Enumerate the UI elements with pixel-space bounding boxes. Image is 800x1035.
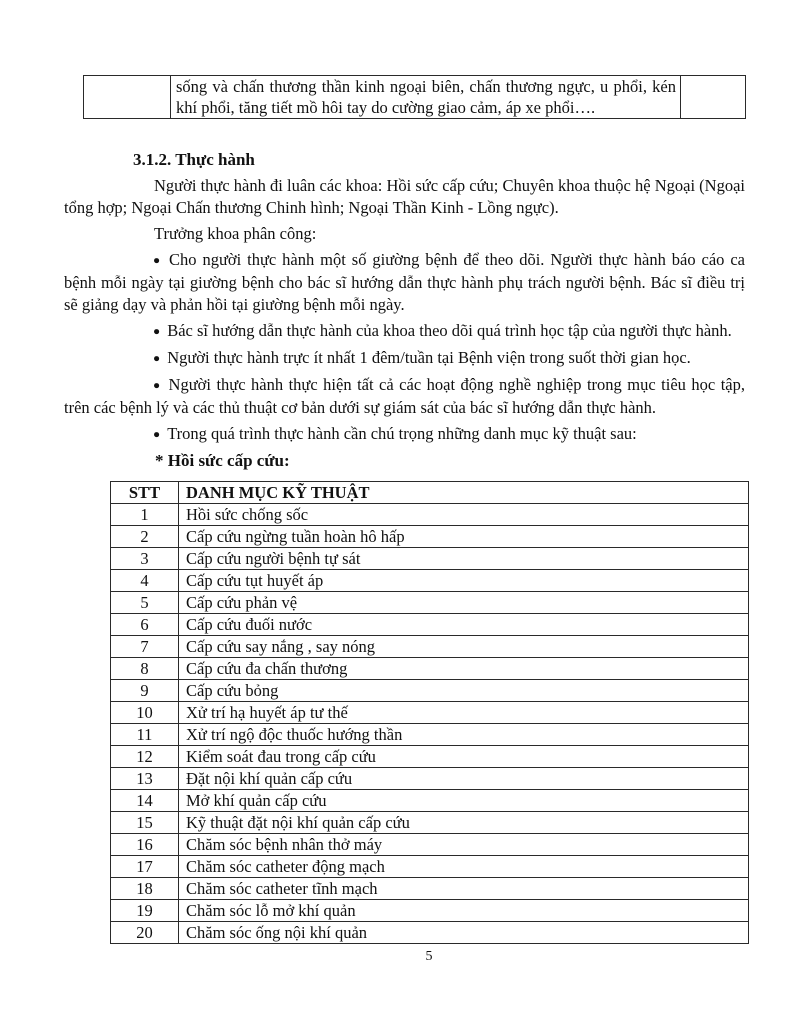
table-row xyxy=(111,526,749,548)
cell-stt: 2 xyxy=(111,526,179,548)
bullet-paragraph xyxy=(64,347,745,370)
table-row xyxy=(111,504,749,526)
cell-name: Cấp cứu ngừng tuần hoàn hô hấp xyxy=(179,526,749,548)
paragraph-assignment: Trưởng khoa phân công: xyxy=(154,224,317,243)
table-row xyxy=(111,680,749,702)
cell-name: Xử trí hạ huyết áp tư thế xyxy=(179,702,749,724)
cell-name: Cấp cứu say nắng , say nóng xyxy=(179,636,749,658)
table-header-row xyxy=(111,482,749,504)
cell-name: Chăm sóc catheter tĩnh mạch xyxy=(179,878,749,900)
table-row xyxy=(111,614,749,636)
cell-stt: 7 xyxy=(111,636,179,658)
table-row xyxy=(84,76,746,119)
cell-name: Xử trí ngộ độc thuốc hướng thần xyxy=(179,724,749,746)
table-row xyxy=(111,724,749,746)
cell-name: Cấp cứu tụt huyết áp xyxy=(179,570,749,592)
cell-stt: 14 xyxy=(111,790,179,812)
cell-stt: 12 xyxy=(111,746,179,768)
cell-stt: 17 xyxy=(111,856,179,878)
top-table-content-cell: sống và chấn thương thần kinh ngoại biên, chấn thương ngực, u phổi, kén khí phổi, tăng tiết mồ hôi tay do cường giao cảm, áp xe phổi…. xyxy=(171,76,681,119)
cell-name: Mở khí quản cấp cứu xyxy=(179,790,749,812)
page-number: 5 xyxy=(425,949,433,964)
bullet-text: Người thực hành thực hiện tất cả các hoạt động nghề nghiệp trong mục tiêu học tập, trên các bệnh lý và các thủ thuật cơ bản dưới sự giám sát của bác sĩ hướng dẫn thực hành. xyxy=(64,375,745,417)
bullet-paragraph xyxy=(64,249,745,316)
cell-name: Kiểm soát đau trong cấp cứu xyxy=(179,746,749,768)
cell-stt: 9 xyxy=(111,680,179,702)
cell-stt: 19 xyxy=(111,900,179,922)
cell-stt: 8 xyxy=(111,658,179,680)
cell-stt: 15 xyxy=(111,812,179,834)
bullet-text: Cho người thực hành một số giường bệnh để theo dõi. Người thực hành báo cáo ca bệnh mỗi ngày tại giường bệnh cho bác sĩ hướng dẫn thực hành phụ trách người bệnh. Bác sĩ điều trị sẽ giảng dạy và phản hồi tại giường bệnh mỗi ngày. xyxy=(64,250,745,314)
table-row xyxy=(111,702,749,724)
table-row xyxy=(111,768,749,790)
cell-name: Chăm sóc ống nội khí quản xyxy=(179,922,749,944)
cell-stt: 10 xyxy=(111,702,179,724)
cell-stt: 11 xyxy=(111,724,179,746)
section-heading: 3.1.2. Thực hành xyxy=(133,150,255,169)
cell-name: Hồi sức chống sốc xyxy=(179,504,749,526)
cell-stt: 5 xyxy=(111,592,179,614)
top-table-empty-right-cell xyxy=(681,76,746,119)
table-row xyxy=(111,812,749,834)
bullet-text: Trong quá trình thực hành cần chú trọng những danh mục kỹ thuật sau: xyxy=(167,424,637,443)
cell-stt: 16 xyxy=(111,834,179,856)
cell-stt: 4 xyxy=(111,570,179,592)
bullet-icon: ● xyxy=(153,351,161,365)
table-row xyxy=(111,790,749,812)
table-row xyxy=(111,878,749,900)
cell-stt: 1 xyxy=(111,504,179,526)
header-danh-muc: DANH MỤC KỸ THUẬT xyxy=(179,482,749,504)
bullet-paragraph xyxy=(64,374,745,419)
bullet-icon: ● xyxy=(153,253,162,267)
bullet-icon: ● xyxy=(153,378,162,392)
table-row xyxy=(111,548,749,570)
table-row xyxy=(111,922,749,944)
bullet-text: Bác sĩ hướng dẫn thực hành của khoa theo dõi quá trình học tập của người thực hành. xyxy=(167,321,732,340)
cell-stt: 13 xyxy=(111,768,179,790)
subsection-heading: * Hồi sức cấp cứu: xyxy=(155,451,290,470)
cell-name: Chăm sóc lỗ mở khí quản xyxy=(179,900,749,922)
cell-name: Chăm sóc catheter động mạch xyxy=(179,856,749,878)
bullet-paragraph xyxy=(64,423,745,446)
cell-name: Cấp cứu đa chấn thương xyxy=(179,658,749,680)
cell-name: Chăm sóc bệnh nhân thở máy xyxy=(179,834,749,856)
bullet-paragraph xyxy=(64,320,745,343)
table-row xyxy=(111,834,749,856)
table-row xyxy=(111,592,749,614)
cell-stt: 20 xyxy=(111,922,179,944)
cell-name: Kỹ thuật đặt nội khí quản cấp cứu xyxy=(179,812,749,834)
cell-stt: 3 xyxy=(111,548,179,570)
cell-name: Cấp cứu phản vệ xyxy=(179,592,749,614)
cell-stt: 18 xyxy=(111,878,179,900)
bullet-icon: ● xyxy=(153,427,161,441)
table-row xyxy=(111,570,749,592)
top-table-empty-left-cell xyxy=(84,76,171,119)
bullet-icon: ● xyxy=(153,324,161,338)
cell-name: Cấp cứu bỏng xyxy=(179,680,749,702)
cell-name: Cấp cứu đuối nước xyxy=(179,614,749,636)
table-row xyxy=(111,856,749,878)
top-fragment-table xyxy=(83,75,746,119)
table-row xyxy=(111,900,749,922)
technique-table xyxy=(110,481,749,944)
cell-stt: 6 xyxy=(111,614,179,636)
cell-name: Cấp cứu người bệnh tự sát xyxy=(179,548,749,570)
table-row xyxy=(111,746,749,768)
table-row xyxy=(111,636,749,658)
bullet-text: Người thực hành trực ít nhất 1 đêm/tuần tại Bệnh viện trong suốt thời gian học. xyxy=(167,348,691,367)
paragraph-rotation: Người thực hành đi luân các khoa: Hồi sức cấp cứu; Chuyên khoa thuộc hệ Ngoại (Ngoại tổng hợp; Ngoại Chấn thương Chinh hình; Ngoại Thần Kinh - Lồng ngực). xyxy=(64,176,745,217)
header-stt: STT xyxy=(111,482,179,504)
table-row xyxy=(111,658,749,680)
cell-name: Đặt nội khí quản cấp cứu xyxy=(179,768,749,790)
